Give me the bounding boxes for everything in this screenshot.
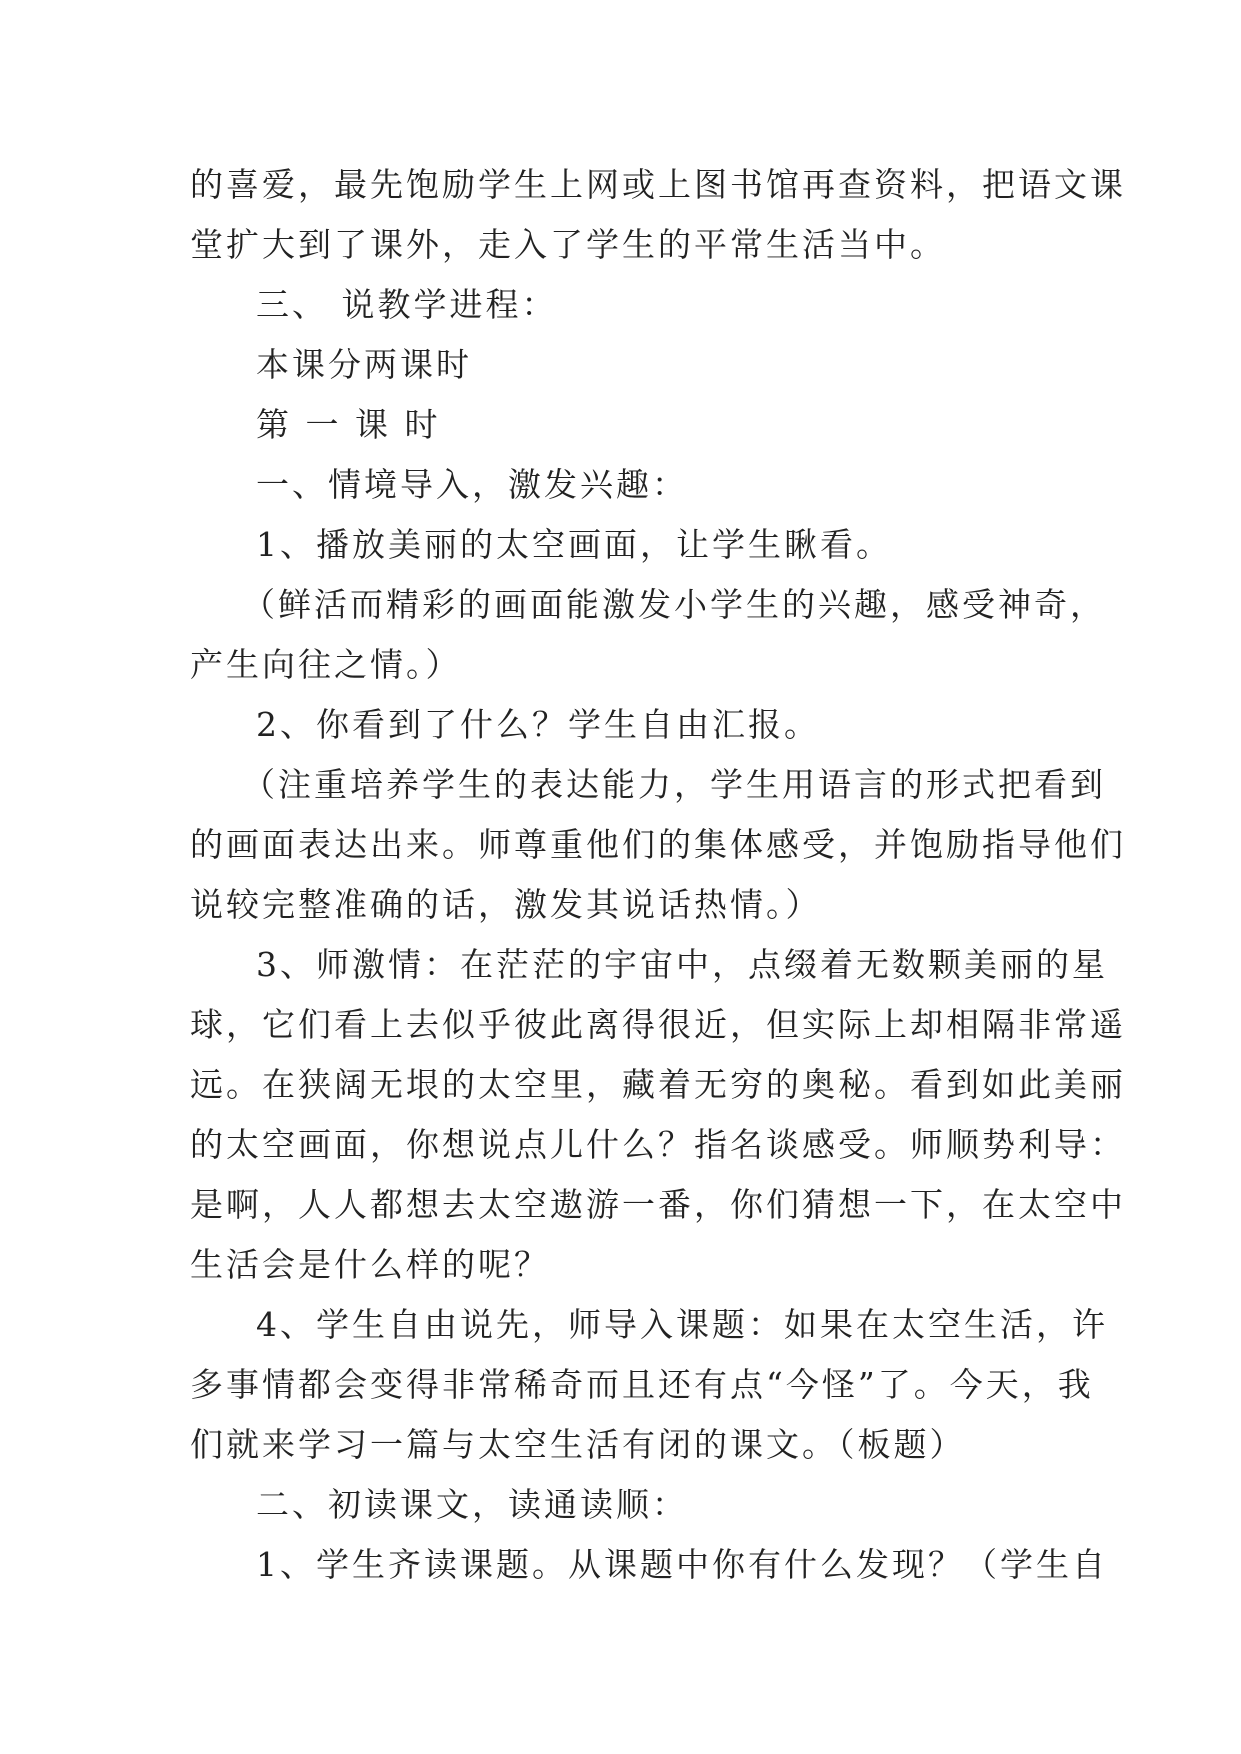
text-line: 的喜爱，最先饱励学生上网或上图书馆再查资料，把语文课 <box>190 165 1126 204</box>
list-item: 1、播放美丽的太空画面，让学生瞅看。 <box>256 525 892 564</box>
annotation-line: 的画面表达出来。师尊重他们的集体感受，并饱励指导他们 <box>190 825 1126 864</box>
text-line: 堂扩大到了课外，走入了学生的平常生活当中。 <box>190 225 946 264</box>
list-item: 4、学生自由说先，师导入课题：如果在太空生活，许 <box>256 1305 1108 1344</box>
text-line: 是啊，人人都想去太空遨游一番，你们猜想一下，在太空中 <box>190 1185 1126 1224</box>
list-item: 2、你看到了什么？学生自由汇报。 <box>256 705 820 744</box>
text-line: 本课分两课时 <box>256 345 472 384</box>
text-line: 的太空画面，你想说点儿什么？指名谈感受。师顺势利导： <box>190 1125 1126 1164</box>
annotation-line: （鲜活而精彩的画面能激发小学生的兴趣，感受神奇， <box>242 585 1106 624</box>
list-item: 1、学生齐读课题。从课题中你有什么发现？（学生自 <box>256 1545 1108 1584</box>
list-item: 3、师激情：在茫茫的宇宙中，点缀着无数颗美丽的星 <box>256 945 1108 984</box>
text-line: 球，它们看上去似乎彼此离得很近，但实际上却相隔非常遥 <box>190 1005 1126 1044</box>
section-heading: 二、初读课文，读通读顺： <box>256 1485 688 1524</box>
lesson-heading: 第 一 课 时 <box>256 405 441 444</box>
section-heading: 一、情境导入，激发兴趣： <box>256 465 688 504</box>
annotation-line: 产生向往之情。） <box>190 645 462 684</box>
annotation-line: 说较完整准确的话，激发其说话热情。） <box>190 885 822 924</box>
text-line: 生活会是什么样的呢？ <box>190 1245 550 1284</box>
text-line: 们就来学习一篇与太空生活有闭的课文。（板题） <box>190 1425 966 1464</box>
text-line: 远。在狭阔无垠的太空里，藏着无穷的奥秘。看到如此美丽 <box>190 1065 1126 1104</box>
text-line: 多事情都会变得非常稀奇而且还有点“今怪”了。今天，我 <box>190 1365 1094 1404</box>
document-body <box>190 155 1126 1595</box>
annotation-line: （注重培养学生的表达能力，学生用语言的形式把看到 <box>242 765 1106 804</box>
section-heading: 三、 说教学进程： <box>256 285 558 324</box>
